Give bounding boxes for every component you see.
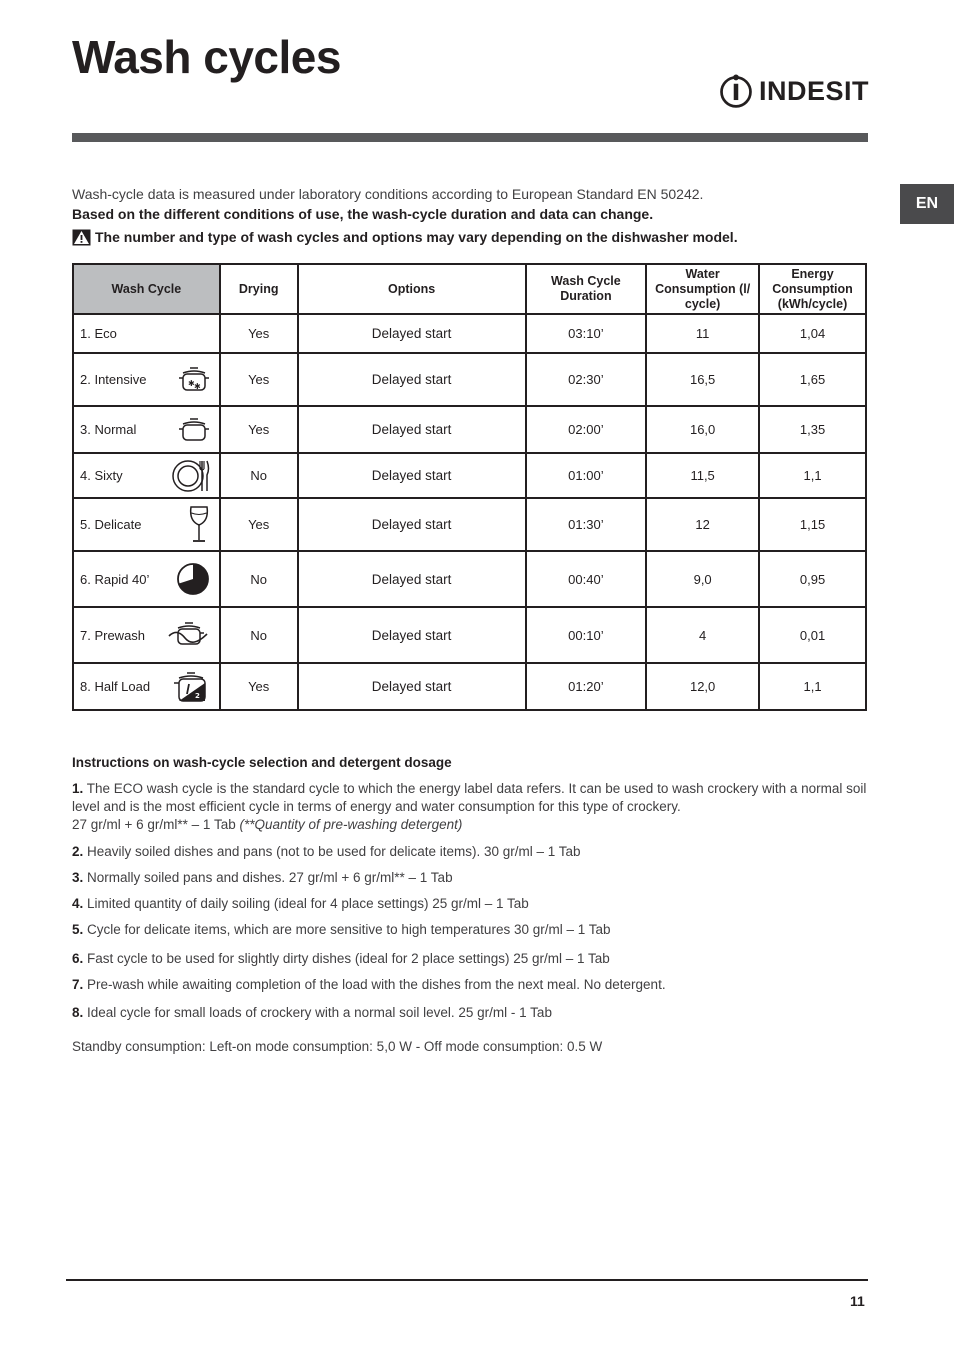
drying-cell: Yes: [220, 314, 298, 353]
cycle-name: 2. Intensive: [80, 372, 147, 387]
instruction-number: 4.: [72, 896, 84, 911]
cycle-name: 8. Half Load: [80, 679, 151, 694]
header-options: Options: [298, 264, 526, 314]
instruction-item: [72, 950, 872, 968]
intro-block: [72, 184, 872, 247]
cycle-cell: [73, 353, 220, 406]
cycle-name: 6. Rapid 40’: [80, 571, 150, 587]
drying-cell: Yes: [220, 406, 298, 453]
options-cell: Delayed start: [298, 453, 526, 498]
table-row: [73, 607, 866, 663]
intro-line: Wash-cycle data is measured under laboratory conditions according to European Standard EN 50242.: [72, 186, 704, 202]
instructions-section: [72, 755, 872, 1022]
half-load-pot-icon: [171, 670, 211, 704]
instruction-item: [72, 921, 872, 939]
cycle-name: 7. Prewash: [80, 627, 146, 643]
options-cell: Delayed start: [298, 498, 526, 551]
water-cell: 16,0: [646, 406, 759, 453]
instruction-text: The ECO wash cycle is the standard cycle to which the energy label data refers. It can be used to wash crockery with a normal soil level and is the most efficient cycle in terms of energy and water consumption for this type of crockery.: [72, 781, 867, 814]
drying-cell: Yes: [220, 353, 298, 406]
options-cell: Delayed start: [298, 663, 526, 710]
drying-cell: No: [220, 551, 298, 607]
warning-note: [72, 227, 872, 247]
header-energy-line: Consumption: [772, 281, 853, 296]
energy-cell: 1,35: [759, 406, 866, 453]
instruction-text: Fast cycle to be used for slightly dirty dishes (ideal for 2 place settings) 25 gr/ml – 1 Tab: [83, 951, 610, 966]
energy-cell: 1,65: [759, 353, 866, 406]
instruction-dosage: 27 gr/ml + 6 gr/ml** – 1 Tab: [72, 817, 240, 832]
duration-cell: 00:10’: [526, 607, 647, 663]
energy-cell: 1,1: [759, 453, 866, 498]
brand-wordmark: INDESIT: [758, 75, 869, 106]
table-row: [73, 353, 866, 406]
instruction-number: 8.: [72, 1005, 84, 1020]
duration-cell: 02:00’: [526, 406, 647, 453]
warning-text: The number and type of wash cycles and options may vary depending on the dishwasher model.: [95, 229, 738, 245]
cycle-name: 5. Delicate: [80, 517, 142, 532]
plate-cutlery-icon: [171, 457, 211, 495]
cycle-cell: [73, 453, 220, 498]
duration-cell: 00:40’: [526, 551, 647, 607]
intro-line-bold: Based on the different conditions of use, the wash-cycle duration and data can change.: [72, 206, 654, 222]
options-cell: Delayed start: [298, 607, 526, 663]
intensive-pot-icon: [177, 365, 211, 395]
cycle-name: 3. Normal: [80, 422, 137, 437]
header-water: [646, 264, 759, 314]
duration-cell: 02:30’: [526, 353, 647, 406]
table-row: [73, 314, 866, 353]
header-water-line: cycle): [684, 296, 721, 311]
wash-cycles-table: [72, 263, 867, 711]
table-row: [73, 406, 866, 453]
water-cell: 11,5: [646, 453, 759, 498]
cycle-cell: [73, 314, 220, 353]
energy-cell: 1,04: [759, 314, 866, 353]
cycle-cell: [73, 551, 220, 607]
header-duration-line: Wash Cycle: [551, 274, 621, 288]
table-header-row: [73, 264, 866, 314]
drying-cell: No: [220, 453, 298, 498]
options-cell: Delayed start: [298, 406, 526, 453]
instruction-item: [72, 895, 872, 913]
instruction-number: 3.: [72, 870, 84, 885]
instruction-item: [72, 843, 872, 861]
duration-cell: 01:00’: [526, 453, 647, 498]
instructions-heading: Instructions on wash-cycle selection and detergent dosage: [72, 755, 452, 770]
table-row: [73, 551, 866, 607]
water-cell: 12: [646, 498, 759, 551]
options-cell: Delayed start: [298, 314, 526, 353]
water-cell: 12,0: [646, 663, 759, 710]
table-row: [73, 498, 866, 551]
instruction-text: Heavily soiled dishes and pans (not to be used for delicate items). 30 gr/ml – 1 Tab: [83, 844, 581, 859]
energy-cell: 0,95: [759, 551, 866, 607]
water-cell: 4: [646, 607, 759, 663]
indesit-i-icon: [717, 70, 755, 112]
header-rule: [72, 133, 868, 142]
cycle-cell: [73, 663, 220, 710]
water-cell: 16,5: [646, 353, 759, 406]
energy-cell: 1,1: [759, 663, 866, 710]
instruction-number: 6.: [72, 951, 84, 966]
drying-cell: No: [220, 607, 298, 663]
header-energy-line: (kWh/cycle): [777, 296, 848, 311]
clock-40-icon: [175, 561, 211, 597]
instruction-item: [72, 780, 872, 834]
drying-cell: Yes: [220, 663, 298, 710]
header-drying: Drying: [220, 264, 298, 314]
footer-rule: [66, 1279, 868, 1281]
duration-cell: 01:30’: [526, 498, 647, 551]
instruction-footnote: (**Quantity of pre-washing detergent): [239, 817, 463, 832]
header-duration-line: Duration: [560, 289, 612, 303]
prewash-pot-icon: [167, 620, 211, 650]
wine-glass-icon: [187, 505, 211, 545]
svg-text:✱: ✱: [193, 381, 201, 391]
header-duration: [526, 264, 647, 314]
instruction-number: 7.: [72, 977, 84, 992]
standby-consumption: Standby consumption: Left-on mode consumption: 5,0 W - Off mode consumption: 0.5 W: [72, 1039, 603, 1054]
svg-text:✱: ✱: [187, 378, 195, 388]
water-cell: 9,0: [646, 551, 759, 607]
page-number: 11: [850, 1293, 865, 1309]
duration-cell: 03:10’: [526, 314, 647, 353]
table-row: [73, 663, 866, 710]
header-wash-cycle: Wash Cycle: [73, 264, 220, 314]
duration-cell: 01:20’: [526, 663, 647, 710]
instruction-number: 1.: [72, 781, 84, 796]
normal-pot-icon: [177, 416, 211, 444]
instruction-number: 2.: [72, 844, 84, 859]
cycle-cell: [73, 406, 220, 453]
options-cell: Delayed start: [298, 551, 526, 607]
header-energy-line: Energy: [791, 266, 834, 281]
instruction-text: Cycle for delicate items, which are more sensitive to high temperatures 30 gr/ml – 1 Tab: [83, 922, 611, 937]
warning-icon: [72, 229, 91, 246]
cycle-cell: [73, 498, 220, 551]
header-energy: [759, 264, 866, 314]
water-cell: 11: [646, 314, 759, 353]
instruction-text: Normally soiled pans and dishes. 27 gr/ml + 6 gr/ml** – 1 Tab: [83, 870, 453, 885]
instruction-text: Ideal cycle for small loads of crockery with a normal soil level. 25 gr/ml - 1 Tab: [83, 1005, 552, 1020]
header-water-line: Water: [685, 266, 720, 281]
cycle-name: 4. Sixty: [80, 468, 123, 483]
cycle-name: 1. Eco: [80, 326, 117, 341]
instruction-item: [72, 869, 872, 887]
instruction-item: [72, 976, 872, 994]
energy-cell: 1,15: [759, 498, 866, 551]
svg-text:2: 2: [194, 691, 200, 700]
energy-cell: 0,01: [759, 607, 866, 663]
indesit-logo: [717, 68, 869, 114]
instruction-text: Pre-wash while awaiting completion of the load with the dishes from the next meal. No detergent.: [83, 977, 666, 992]
drying-cell: Yes: [220, 498, 298, 551]
options-cell: Delayed start: [298, 353, 526, 406]
header-water-line: Consumption (l/: [655, 281, 751, 296]
instruction-number: 5.: [72, 922, 84, 937]
cycle-cell: [73, 607, 220, 663]
language-tab: EN: [900, 184, 954, 224]
instruction-item: [72, 1004, 872, 1022]
page-title: Wash cycles: [72, 31, 341, 83]
table-row: [73, 453, 866, 498]
instruction-text: Limited quantity of daily soiling (ideal for 4 place settings) 25 gr/ml – 1 Tab: [83, 896, 529, 911]
